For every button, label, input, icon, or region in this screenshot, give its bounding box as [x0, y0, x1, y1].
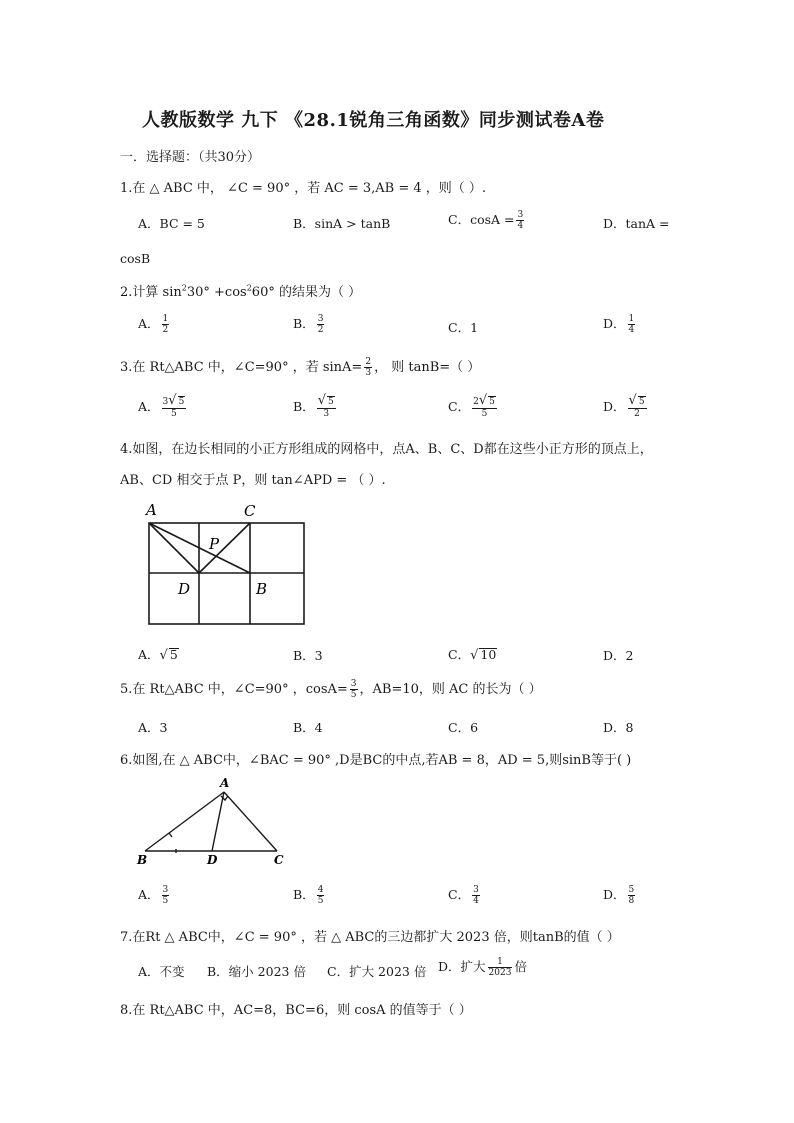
q4-segment-ad	[149, 523, 199, 573]
q3-stem: 3.在 Rt△ABC 中，∠C=90° ，若 sinA= $\frac{2}{3}$ ， 则 tanB=（ ）	[120, 357, 481, 378]
q5-stem: 5.在 Rt△ABC 中，∠C=90° ，cosA= $\frac{3}{5}$ ，AB=10，则 AC 的长为（ ）	[120, 679, 542, 700]
q5-option-d: D．8	[603, 720, 634, 735]
q7-stem: 7.在Rt △ ABC中，∠C = 90° ，若 △ ABC的三边都扩大 2023 倍，则tanB的值（ ）	[120, 930, 620, 945]
q4-option-b: B．3	[293, 648, 323, 663]
q4-option-a: A．√ 5	[138, 647, 178, 663]
q3-option-c: C． $\frac{2√ 5}{5}$	[448, 393, 495, 419]
section-heading: 一．选择题：（共30分）	[120, 150, 261, 165]
q3-option-a: A． $\frac{3√ 5}{5}$	[138, 393, 185, 419]
page-title: 人教版数学 九下 《28.1锐角三角函数》同步测试卷A卷	[142, 110, 605, 131]
q4-option-c: C．√ 10	[448, 647, 497, 663]
q4-segment-cd	[199, 523, 250, 573]
q5-option-b: B．4	[293, 720, 323, 735]
q6-label-b: B	[137, 853, 148, 867]
q4-label-p: P	[209, 535, 220, 553]
q6-option-c: C． $\frac{3}{4}$	[448, 885, 479, 906]
q4-option-d: D．2	[603, 648, 634, 663]
q1-option-d: D．tanA =	[603, 216, 670, 231]
q2-option-c: C．1	[448, 320, 479, 335]
q4-label-b: B	[256, 580, 268, 598]
q1-option-a: A．BC = 5	[138, 216, 205, 231]
q7-option-b: B．缩小 2023 倍	[207, 964, 306, 979]
q6-triangle-figure	[132, 775, 292, 870]
q6-stem: 6.如图,在 △ ABC中，∠BAC = 90° ,D是BC的中点,若AB = 8，AD = 5,则sinB等于( )	[120, 753, 632, 768]
q4-grid-figure	[140, 498, 315, 630]
q7-option-a: A．不变	[138, 964, 185, 979]
q4-stem-line2: AB、CD 相交于点 P，则 tan∠APD = （ ）.	[120, 473, 386, 488]
q5-option-c: C．6	[448, 720, 479, 735]
q1-stem: 1.在 △ ABC 中， ∠C = 90° ，若 AC = 3,AB = 4 ，则（ ）.	[120, 181, 487, 196]
q1-option-c: C．cosA = $\frac{3}{4}$	[448, 210, 524, 231]
q4-label-c: C	[244, 502, 256, 520]
q2-option-b: B． $\frac{3}{2}$	[293, 314, 324, 335]
q8-stem: 8.在 Rt△ABC 中，AC=8，BC=6，则 cosA 的值等于（ ）	[120, 1003, 472, 1018]
q1-option-d-cont: cosB	[120, 251, 151, 266]
q4-label-a: A	[146, 501, 157, 519]
q6-tick-mark	[169, 833, 172, 837]
q2-option-a: A． $\frac{1}{2}$	[138, 314, 169, 335]
q3-option-d: D． $\frac{√ 5}{2}$	[603, 393, 645, 419]
q6-option-b: B． $\frac{4}{5}$	[293, 885, 324, 906]
q6-label-a: A	[220, 776, 230, 790]
q7-option-c: C．扩大 2023 倍	[327, 964, 427, 979]
q4-stem-line1: 4.如图，在边长相同的小正方形组成的网格中，点A、B、C、D都在这些小正方形的顶点上，	[120, 442, 653, 457]
q6-side-ba	[145, 792, 224, 851]
q6-label-c: C	[274, 853, 284, 867]
q5-option-a: A．3	[138, 720, 168, 735]
q6-side-ac	[224, 792, 277, 851]
q2-stem: 2.计算 $\sin^230^\circ +\cos^260^\circ$ 的结果为（ ）	[120, 283, 362, 300]
q4-label-d: D	[178, 580, 191, 598]
q2-option-d: D． $\frac{1}{4}$	[603, 314, 635, 335]
q6-label-d: D	[207, 853, 218, 867]
q6-option-d: D． $\frac{5}{8}$	[603, 885, 635, 906]
q6-option-a: A． $\frac{3}{5}$	[138, 885, 169, 906]
q3-option-b: B． $\frac{√ 5}{3}$	[293, 393, 334, 419]
q7-option-d: D．扩大 $\frac{1}{2023}$ 倍	[438, 957, 527, 978]
q1-option-b: B．sinA > tanB	[293, 216, 391, 231]
q6-median-ad	[212, 792, 224, 851]
